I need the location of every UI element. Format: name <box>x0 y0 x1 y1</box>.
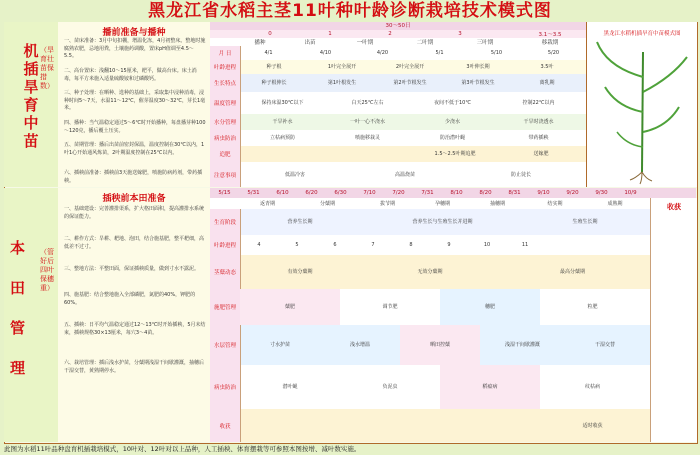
phase: 成熟期 <box>607 200 623 207</box>
cell: 1.5～2.5叶期追肥 <box>434 151 476 157</box>
row-label: 注意事项 <box>210 162 241 187</box>
field-side-panel <box>4 188 59 442</box>
poster-title: 黑龙江省水稻主茎11叶种叶龄诊断栽培技术模式图 <box>148 1 552 21</box>
phase: 分蘖期 <box>319 200 335 207</box>
cell: 1叶完全展开 <box>327 64 357 70</box>
notes-seedling-p2: 二、高台置床：浅翻10～15厘米，耙平，做高台床。床土消毒，每平方米施入适量硫酸铵和过磷酸钙。 <box>64 68 197 82</box>
cell: 5/10 <box>490 50 503 56</box>
footer-note: 此图为水稻11叶品种盘育机插栽培模式，10叶对、12叶对以上品种，人工插秧、体育摆栽等可参照本图按增、减叶数实施。 <box>4 445 361 453</box>
leaf-age-2: 2 <box>388 31 392 37</box>
field-row-stage <box>210 209 650 236</box>
row-label: 病虫防治 <box>210 130 241 146</box>
phase-1: 出苗 <box>304 40 316 46</box>
cell: 4/20 <box>376 50 389 56</box>
cell: 最高分蘖期 <box>559 269 585 275</box>
cell: 无效分蘖期 <box>417 269 443 275</box>
cell: 7 <box>371 242 375 248</box>
cell: 5/20 <box>547 50 560 56</box>
cell: 少浇水 <box>444 119 460 125</box>
notes-field-p4: 四、施基肥：结合整地施入全部磷肥，氮肥的40%，钾肥的60%。 <box>64 292 196 306</box>
phase-2: 一叶期 <box>356 40 374 46</box>
cell: 浅湿干间歇灌溉 <box>504 342 540 348</box>
cell: 4/1 <box>264 50 273 56</box>
seedling-row-dates <box>210 46 586 61</box>
seedling-row-fert <box>210 146 586 163</box>
cell: 10 <box>483 242 491 248</box>
date: 6/10 <box>276 190 289 196</box>
seedling-row-leaf <box>210 60 586 75</box>
notes-field-heading: 插秧前本田准备 <box>102 194 166 204</box>
notes-field-p2: 二、耕作方式：旱耕、耙地、泡田，结合施基肥，整平耙细，高低差不过寸。 <box>64 236 205 250</box>
cell: 保持床温30℃以下 <box>261 100 304 106</box>
seedling-row-water <box>210 114 586 131</box>
cell: 4 <box>257 242 261 248</box>
row-label: 追肥 <box>210 146 241 162</box>
field-row-tiller <box>210 255 650 290</box>
cell: 9 <box>447 242 451 248</box>
phase: 孕穗期 <box>434 200 450 207</box>
cell: 营养生长期 <box>287 219 313 225</box>
seedling-side-panel <box>4 22 59 187</box>
cell: 6 <box>333 242 337 248</box>
row-label: 生育阶段 <box>210 209 241 235</box>
plant-title: 黑龙江水稻机插旱育中苗模式图 <box>603 31 681 37</box>
cell: 2叶完全展开 <box>395 64 425 70</box>
cell: 防治潜叶蝇 <box>439 135 465 141</box>
notes-field-p6: 六、栽培管理：插后浅水护苗，分蘖期浅湿干间歇灌溉，抽穗后干湿交替，黄熟期停水。 <box>64 360 205 374</box>
cell: 干旱时浇透水 <box>523 119 554 125</box>
seedling-row-growth <box>210 74 586 93</box>
row-label: 生长特点 <box>210 74 241 92</box>
notes-seedling-p3: 三、种子处理：在晒种、选种的基础上，采取集中浸种消毒，浸种时间5～7天，水温11～12℃，催芽温度30～32℃，芽长1毫米。 <box>64 90 206 111</box>
cell: 种子根伸长 <box>261 80 287 86</box>
row-label: 茎蘖动态 <box>210 255 241 289</box>
cell: 白天25℃左右 <box>351 100 384 106</box>
row-label: 施肥管理 <box>210 289 241 325</box>
cell: 种子根 <box>266 64 282 70</box>
seedling-label-text: 机插旱育中苗 <box>23 42 39 150</box>
cell: 离乳期 <box>539 80 555 86</box>
cell: 带药插秧 <box>528 135 549 141</box>
cell: 夜间不低于10℃ <box>434 100 471 106</box>
seedling-grid <box>210 22 586 187</box>
seedling-col-group: 30～50日 <box>385 23 411 29</box>
date: 7/20 <box>392 190 405 196</box>
date: 7/10 <box>363 190 376 196</box>
cell: 立枯病预防 <box>269 135 295 141</box>
cell: 寸水护苗 <box>269 342 290 348</box>
phase: 结实期 <box>547 200 563 207</box>
phase-5: 移栽期 <box>541 40 559 46</box>
leaf-age-0: 0 <box>268 31 272 37</box>
field-row-leaf <box>210 235 650 256</box>
cell: 第3叶节根发生 <box>461 80 495 86</box>
date: 8/31 <box>508 190 521 196</box>
cell: 第2叶节根发生 <box>393 80 427 86</box>
date: 8/20 <box>479 190 492 196</box>
cell: 浅水增温 <box>349 342 370 348</box>
cell: 生殖生长期 <box>572 219 598 225</box>
cell: 控制22℃以内 <box>522 100 555 106</box>
date: 10/9 <box>624 190 637 196</box>
date: 9/30 <box>595 190 608 196</box>
phase-4: 三叶期 <box>476 40 494 46</box>
date: 5/31 <box>247 190 260 196</box>
seedling-row-notes <box>210 162 586 187</box>
row-label: 病虫防治 <box>210 365 241 409</box>
field-grid <box>210 188 696 442</box>
notes-seedling-p4: 四、播种：当气温稳定通过5～6℃时开始播种，每盘播芽种100～120克，播后覆土压实。 <box>64 120 206 134</box>
cell: 3叶伸长期 <box>466 64 490 70</box>
notes-seedling-p1: 一、苗床准备：3月中旬扣棚，增温化冻，4月初整床。整地时施腐熟农肥，忌地用粪，土壤施药调酸，置床pH值调至4.5～5.5。 <box>64 38 206 59</box>
cell: 营养生长与生殖生长并进期 <box>412 219 473 225</box>
field-row-fert <box>210 289 650 326</box>
notes-field-p3: 三、整地方法：平整田面，保证插秧质量，做到寸水不露泥。 <box>64 266 200 272</box>
cell: 低温冷害 <box>284 171 305 178</box>
notes-seedling <box>58 22 211 187</box>
cell: 潜叶蝇 <box>282 384 298 390</box>
seedling-row-pest <box>210 130 586 147</box>
notes-field-p5: 五、插秧：日平均气温稳定通过12～13℃时开始插秧，5月末结束，插秧规格30×13厘米，每穴3～4苗。 <box>64 322 206 336</box>
row-label: 叶龄进程 <box>210 60 241 74</box>
cell: 有效分蘖期 <box>287 269 313 275</box>
date: 8/10 <box>450 190 463 196</box>
cell: 负泥虫 <box>382 384 398 390</box>
phase: 拔节期 <box>379 200 395 207</box>
cell: 喷施移栽灵 <box>354 135 380 141</box>
phase: 抽穗期 <box>489 200 505 207</box>
cell: 粒肥 <box>587 304 598 310</box>
cell: 4/10 <box>319 50 332 56</box>
cell: 适时收获 <box>582 422 603 429</box>
plant-illustration-panel <box>586 22 697 187</box>
cell: 高温烧苗 <box>394 171 415 178</box>
cell: 一叶一心不浇水 <box>349 119 385 125</box>
rice-seedling-icon <box>587 37 697 187</box>
field-row-pest <box>210 365 650 410</box>
cell: 11 <box>521 242 529 248</box>
row-label: 收获 <box>210 409 241 442</box>
phase-0: 播种 <box>254 40 266 46</box>
leaf-age-4: 3.1～3.5 <box>538 32 562 38</box>
leaf-age-1: 1 <box>328 31 332 37</box>
cell: 干旱补水 <box>272 119 293 125</box>
row-label: 水分管理 <box>210 114 241 130</box>
cell: 穗肥 <box>440 289 540 325</box>
cell: 3.5叶 <box>540 64 554 70</box>
notes-seedling-heading: 播前准备与播种 <box>102 28 166 38</box>
date: 7/31 <box>421 190 434 196</box>
cell: 8 <box>409 242 413 248</box>
seedling-sub-label: （旱育壮苗保措数） <box>40 46 54 90</box>
row-label: 月 日 <box>210 46 241 60</box>
cell: 纹枯病 <box>584 384 600 390</box>
notes-seedling-p6: 六、插秧前准备：插秧前3天施送嫁肥，喷施防病药剂，带药插秧。 <box>64 170 203 184</box>
cell: 送嫁肥 <box>533 151 549 157</box>
notes-field <box>58 188 211 442</box>
date: 6/30 <box>334 190 347 196</box>
cell: 稻瘟病 <box>440 365 540 409</box>
cell: 防止徒长 <box>510 171 531 178</box>
seedling-row-temp <box>210 92 586 115</box>
harvest-label: 收获 <box>667 203 681 211</box>
field-label: 本田管理 <box>10 239 26 377</box>
notes-seedling-p5: 五、苗期管理：播后出苗前密封保温，温度控制在30℃以内，1叶1心开始通风炼苗，2叶期温度控制在25℃以内。 <box>64 142 205 156</box>
cell: 晒田控蘖 <box>400 325 480 365</box>
date: 6/20 <box>305 190 318 196</box>
field-row-water <box>210 325 650 366</box>
harvest-column <box>650 198 697 442</box>
date: 5/15 <box>218 190 231 196</box>
cell: 干湿交替 <box>594 342 615 348</box>
cell: 第1叶根发生 <box>327 80 357 86</box>
cell: 蘖肥 <box>240 289 340 325</box>
date: 9/20 <box>566 190 579 196</box>
cell: 调节肥 <box>382 304 398 310</box>
row-label: 水层管理 <box>210 325 241 365</box>
field-row-harvest <box>210 409 650 442</box>
leaf-age-3: 3 <box>458 31 462 37</box>
cell: 5/1 <box>435 50 444 56</box>
cell: 5 <box>295 242 299 248</box>
date: 9/10 <box>537 190 550 196</box>
notes-field-p1: 一、基础建设：完善灌排渠系，扩大格田面积，提高灌排水系统的保证能力。 <box>64 206 205 220</box>
field-sub-label: （管好后四叶保穗重） <box>40 248 54 292</box>
phase-3: 二叶期 <box>416 40 434 46</box>
row-label: 温度管理 <box>210 92 241 114</box>
row-label: 叶龄进程 <box>210 235 241 255</box>
phase: 返青期 <box>259 200 275 207</box>
